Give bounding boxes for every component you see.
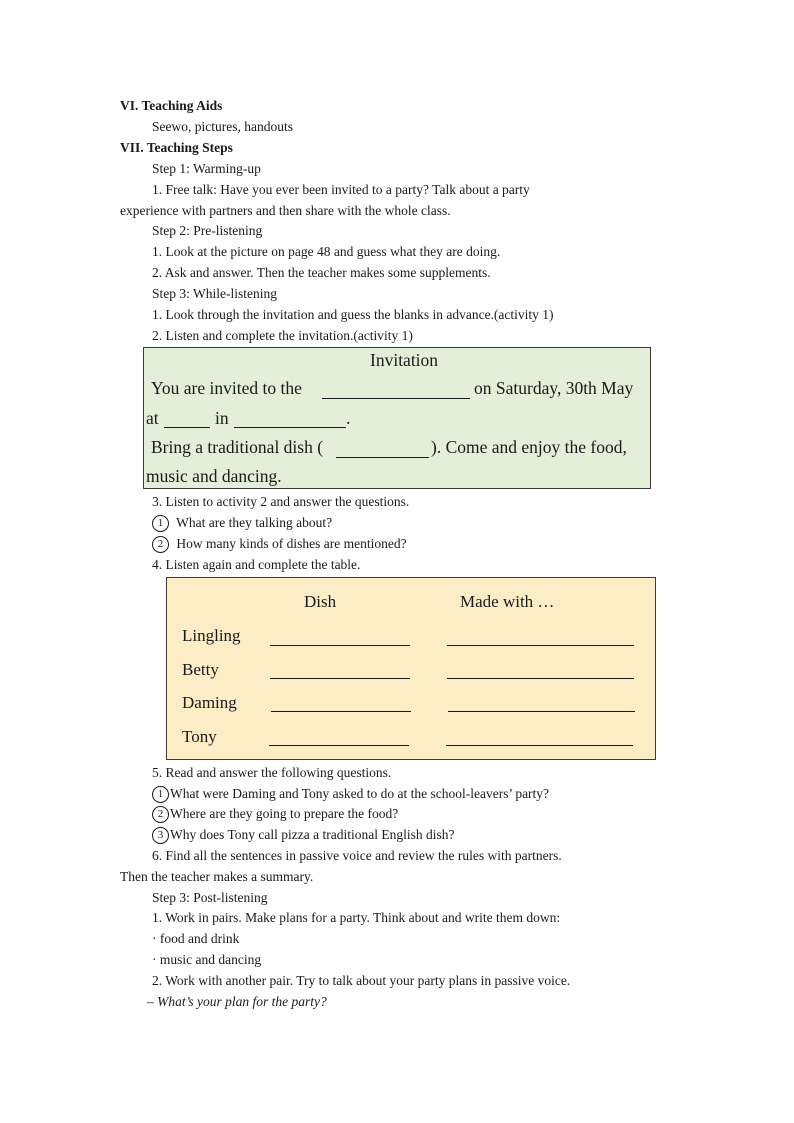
- step1-item1-line1: 1. Free talk: Have you ever been invited to a party? Talk about a party: [152, 182, 530, 197]
- post-listening-item1: 1. Work in pairs. Make plans for a party. Think about and write them down:: [152, 910, 561, 925]
- post-listening-item2: 2. Work with another pair. Try to talk about your party plans in passive voice.: [152, 973, 571, 988]
- read-question1-text: What were Daming and Tony asked to do at the school-leavers’ party?: [170, 786, 550, 801]
- step3-item2: 2. Listen and complete the invitation.(activity 1): [152, 328, 413, 343]
- table-row-name-lingling: Lingling: [182, 626, 241, 645]
- step1-title: Step 1: Warming-up: [152, 161, 261, 176]
- invitation-line2-period: .: [346, 408, 351, 428]
- invitation-line1-end: on Saturday, 30th May: [474, 378, 634, 398]
- invitation-blank-time[interactable]: [164, 427, 210, 428]
- step3-item6-line1: 6. Find all the sentences in passive voice and review the rules with partners.: [152, 848, 562, 863]
- teaching-aids-text: Seewo, pictures, handouts: [152, 119, 293, 134]
- invitation-box: [143, 347, 651, 489]
- step3-item6-line2: Then the teacher makes a summary.: [120, 869, 314, 884]
- invitation-line2-in: in: [215, 408, 229, 428]
- table-header-made-with: Made with …: [460, 592, 555, 611]
- table-blank-lingling-dish[interactable]: [270, 645, 410, 646]
- table-row-name-tony: Tony: [182, 727, 217, 746]
- step3-question2: [152, 535, 407, 553]
- step3-item4: 4. Listen again and complete the table.: [152, 557, 361, 572]
- invitation-line3-end: ). Come and enjoy the food,: [431, 437, 627, 457]
- table-row-name-betty: Betty: [182, 660, 219, 679]
- step3-read-question1: [152, 785, 549, 803]
- post-listening-dialogue: – What’s your plan for the party?: [147, 994, 327, 1009]
- step2-title: Step 2: Pre-listening: [152, 223, 263, 238]
- table-blank-tony-made[interactable]: [446, 745, 633, 746]
- invitation-blank-event[interactable]: [322, 398, 470, 399]
- read-question3-text: Why does Tony call pizza a traditional English dish?: [170, 827, 455, 842]
- section-heading-teaching-steps: VII. Teaching Steps: [120, 140, 233, 155]
- step3-item3: 3. Listen to activity 2 and answer the questions.: [152, 494, 410, 509]
- invitation-line3-start: Bring a traditional dish (: [151, 437, 324, 457]
- table-row-name-daming: Daming: [182, 693, 237, 712]
- post-listening-bullet1: · food and drink: [152, 931, 240, 946]
- invitation-title: Invitation: [370, 350, 439, 370]
- step2-item1: 1. Look at the picture on page 48 and guess what they are doing.: [152, 244, 501, 259]
- step1-item1-line2: experience with partners and then share with the whole class.: [120, 203, 451, 218]
- table-blank-daming-made[interactable]: [448, 711, 635, 712]
- circled-number-3: 3: [152, 827, 169, 844]
- step2-item2: 2. Ask and answer. Then the teacher makes some supplements.: [152, 265, 491, 280]
- circled-number-1: 1: [152, 515, 169, 532]
- table-blank-betty-made[interactable]: [447, 678, 634, 679]
- post-listening-bullet2: · music and dancing: [152, 952, 262, 967]
- dish-table-box: [166, 577, 656, 760]
- circled-number-2: 2: [152, 536, 169, 553]
- invitation-blank-place[interactable]: [234, 427, 346, 428]
- step3-item5: 5. Read and answer the following questions.: [152, 765, 392, 780]
- table-blank-lingling-made[interactable]: [447, 645, 634, 646]
- invitation-blank-dish[interactable]: [336, 457, 429, 458]
- table-blank-daming-dish[interactable]: [271, 711, 411, 712]
- step3-read-question3: [152, 826, 454, 844]
- question1-text: What are they talking about?: [176, 515, 333, 530]
- table-header-dish: Dish: [304, 592, 337, 611]
- post-listening-title: Step 3: Post-listening: [152, 890, 268, 905]
- read-question2-text: Where are they going to prepare the food?: [170, 806, 399, 821]
- circled-number-1: 1: [152, 786, 169, 803]
- circled-number-2: 2: [152, 806, 169, 823]
- question2-text: How many kinds of dishes are mentioned?: [176, 536, 407, 551]
- invitation-line1-start: You are invited to the: [151, 378, 302, 398]
- invitation-line4: music and dancing.: [146, 466, 282, 486]
- table-blank-tony-dish[interactable]: [269, 745, 409, 746]
- step3-title: Step 3: While-listening: [152, 286, 277, 301]
- step3-read-question2: [152, 805, 398, 823]
- step3-question1: [152, 514, 332, 532]
- invitation-line2-at: at: [146, 408, 159, 428]
- step3-item1: 1. Look through the invitation and guess the blanks in advance.(activity 1): [152, 307, 554, 322]
- section-heading-teaching-aids: VI. Teaching Aids: [120, 98, 223, 113]
- table-blank-betty-dish[interactable]: [270, 678, 410, 679]
